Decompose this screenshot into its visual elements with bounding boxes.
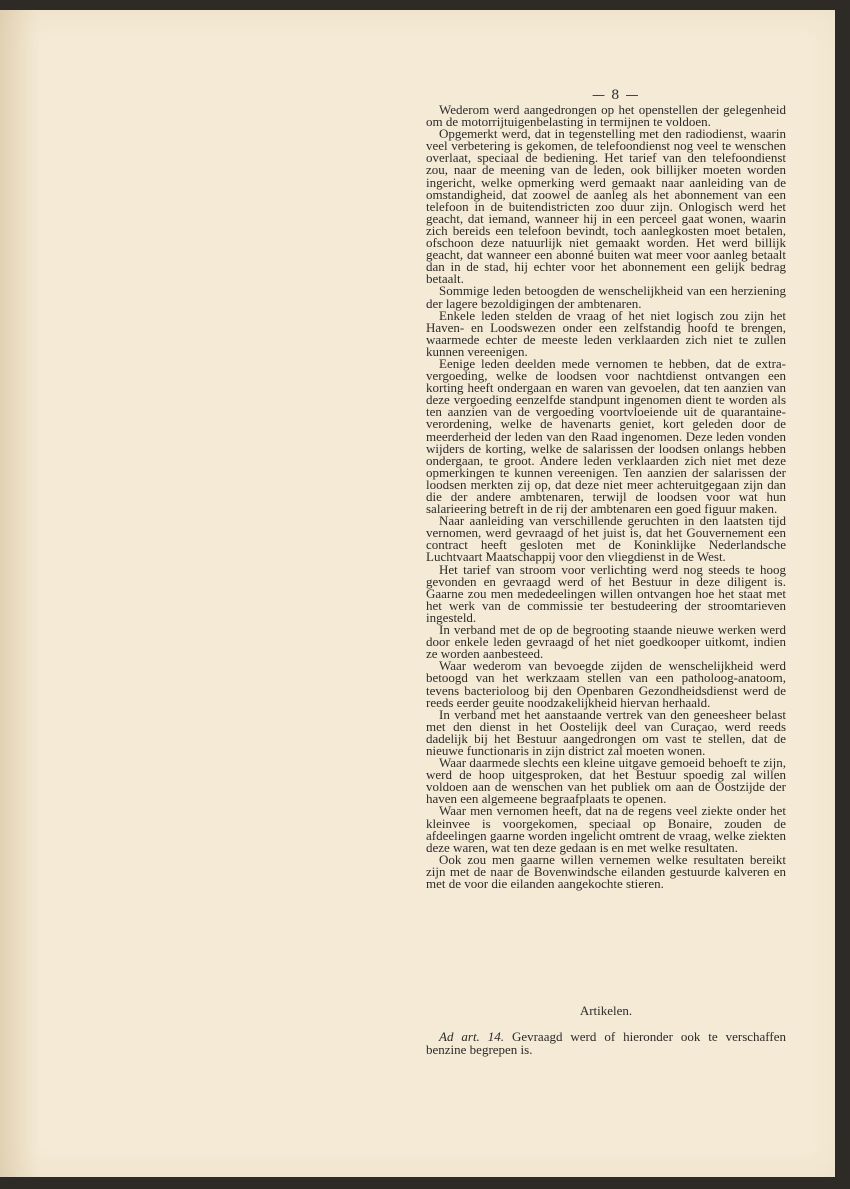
paragraph: In verband met het aanstaande vertrek van den geneesheer belast met den dienst in het Oostelijk deel van Curaçao, werd reeds dadelijk bij het Bestuur aangedrongen om vast te stellen, dat de nieuwe functionaris in zijn district zal moeten wonen.: [426, 706, 786, 758]
scan-border-bottom: [0, 1177, 850, 1189]
article-paragraph: [426, 1031, 786, 1056]
paragraph: In verband met de op de begrooting staande nieuwe werken werd door enkele leden gevraagd of het niet goedkooper uitkomt, indien ze worden aanbesteed.: [426, 622, 786, 662]
article-note: [426, 1031, 786, 1056]
paragraph: Opgemerkt werd, dat in tegenstelling met den radiodienst, waarin veel verbetering is gekomen, de telefoondienst nog veel te wenschen overlaat, speciaal de bediening. Het tarief van den telefoondienst zou, naar de meening van de leden, ook billijker moeten worden ingericht, welke opmerking werd gemaakt naar aanleiding van de omstandigheid, dat zoowel de aanleg als het abonnement van een telefoon in de buitendistricten zoo duur zijn. Onlogisch werd het geacht, dat iemand, wanneer hij in een perceel gaat wonen, waarin zich bereids een telefoon bevindt, toch aanlegkosten moet betalen, ofschoon deze natuurlijk niet gemaakt worden. Het werd billijk geacht, dat wanneer een abonné buiten wat meer voor aanleg betaalt dan in de stad, hij echter voor het abonnement een gelijk bedrag betaalt.: [426, 126, 786, 287]
page-number: — 8 —: [592, 88, 640, 103]
paragraph: Ook zou men gaarne willen vernemen welke resultaten bereikt zijn met de naar de Bovenwindsche eilanden gestuurde kalveren en met de voor die eilanden aangekochte stieren.: [426, 851, 786, 891]
paragraph: Waar daarmede slechts een kleine uitgave gemoeid behoeft te zijn, werd de hoop uitgesproken, dat het Bestuur spoedig zal willen voldoen aan de wenschen van het publiek om aan de Oostzijde der haven een algemeene begraafplaats te openen.: [426, 755, 786, 807]
article-ref: Ad art. 14.: [439, 1029, 504, 1044]
section-heading: Artikelen.: [579, 1003, 633, 1018]
page-edge-stain: [0, 10, 40, 1180]
body-text: [426, 104, 786, 890]
paragraph: Enkele leden stelden de vraag of het niet logisch zou zijn het Haven- en Loodswezen onder een zelfstandig hoofd te brengen, waarmede echter de meeste leden verklaarden zich niet te zullen kunnen vereenigen.: [426, 307, 786, 359]
paragraph: Waar wederom van bevoegde zijden de wenschelijkheid werd betoogd van het werkzaam stellen van een patholoog-anatoom, tevens bacterioloog bij den Openbaren Gezondheidsdienst werd de reeds eerder geuite noodzakelijkheid hiervan herhaald.: [426, 658, 786, 710]
paragraph: Het tarief van stroom voor verlichting werd nog steeds te hoog gevonden en gevraagd werd of het Bestuur in deze diligent is. Gaarne zou men mededeelingen willen ontvangen hoe het staat met het werk van de commissie ter bestudeering der stroomtarieven ingesteld.: [426, 561, 786, 625]
paragraph: Sommige leden betoogden de wenschelijkheid van een herziening der lagere bezoldigingen der ambtenaren.: [426, 283, 786, 311]
paragraph: Eenige leden deelden mede vernomen te hebben, dat de extra-vergoeding, welke de loodsen voor nachtdienst ontvangen een korting heeft ondergaan en waren van gevoelen, dat ten aanzien van deze vergoeding eenzelfde standpunt ingenomen dient te worden als ten aanzien van de vergoeding voortvloeiende uit de quarantaine-verordening, welke de havenarts geniet, kort geleden door de meerderheid der leden van den Raad ingenomen. Deze leden vonden wijders de korting, welke de salarissen der loodsen onlangs hebben ondergaan, te groot. Andere leden verklaarden zich niet met deze opmerkingen te kunnen vereenigen. Ten aanzien der salarissen der loodsen merkten zij op, dat deze niet meer achteruitgegaan zijn dan die der andere ambtenaren, terwijl de loodsen voor wat hun salarieering betreft in de rij der ambtenaren een goed figuur maken.: [426, 355, 786, 517]
scan-border-top: [0, 0, 850, 10]
article-text: Gevraagd werd of hieronder ook te verschaffen benzine begrepen is.: [426, 1029, 786, 1057]
paragraph: Wederom werd aangedrongen op het openstellen der gelegenheid om de motorrijtuigenbelasting in termijnen te voldoen.: [426, 102, 786, 130]
paragraph: Waar men vernomen heeft, dat na de regens veel ziekte onder het kleinvee is voorgekomen, speciaal op Bonaire, zouden de afdeelingen gaarne worden ingelicht omtrent de vraag, welke ziekten deze waren, wat ten deze gedaan is en met welke resultaten.: [426, 803, 786, 855]
scan-border-right: [835, 0, 850, 1189]
paragraph: Naar aanleiding van verschillende geruchten in den laatsten tijd vernomen, werd gevraagd of het juist is, dat het Gouvernement een contract heeft gesloten met de Koninklijke Nederlandsche Luchtvaart Maatschappij voor den vliegdienst in de West.: [426, 513, 786, 565]
